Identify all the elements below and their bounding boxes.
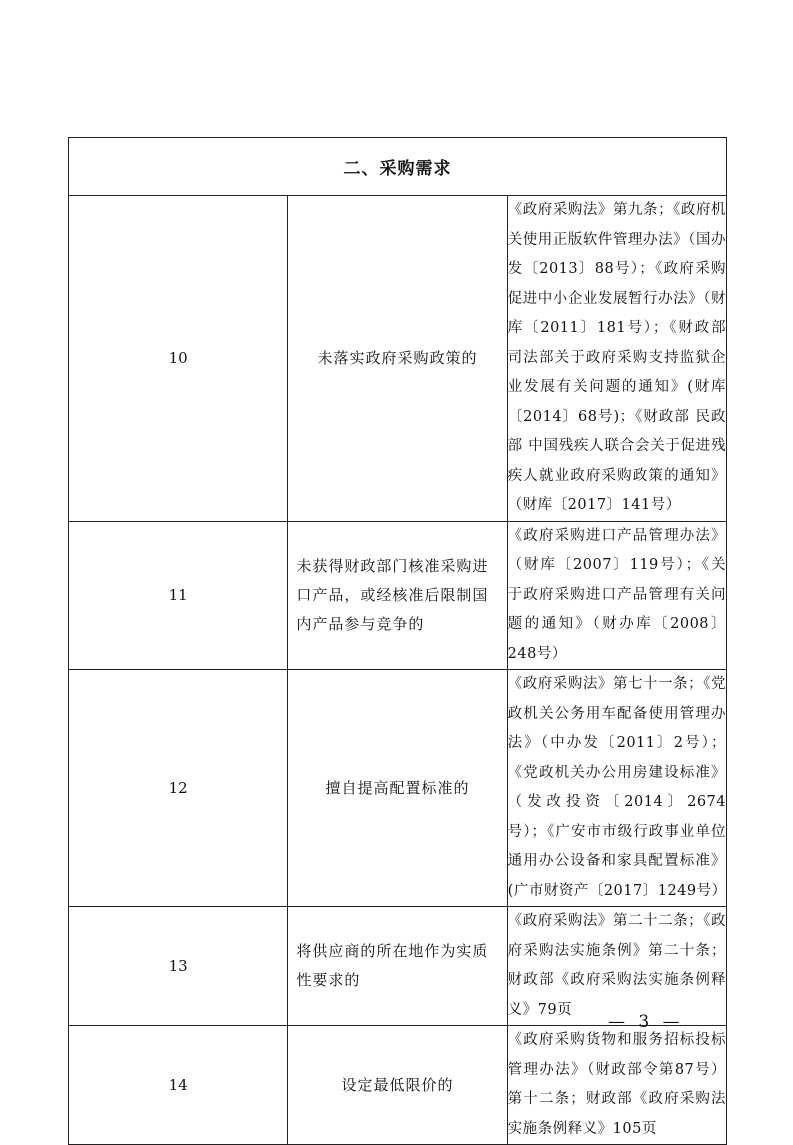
row-number: 12	[69, 670, 288, 907]
row-basis: 《政府采购法》第九条；《政府机关使用正版软件管理办法》（国办发〔2013〕88号）；《政府采购促进中小企业发展暂行办法》（财库〔2011〕181号）；《财政部 司法部关于政府采购支持监狱企业发展有关问题的通知》(财库〔2014〕68号)；《财政部 民政部 中国残疾人联合会关于促进残疾人就业政府采购政策的通知》（财库〔2017〕141号）	[507, 196, 726, 522]
row-basis: 《政府采购货物和服务招标投标管理办法》（财政部令第87号）第十二条；财政部《政府采购法实施条例释义》105页	[507, 1026, 726, 1145]
section-header-row	[69, 138, 727, 196]
row-basis: 《政府采购法》第二十二条；《政府采购法实施条例》第二十条；财政部《政府采购法实施条例释义》79页	[507, 907, 726, 1026]
row-number: 10	[69, 196, 288, 522]
regulation-table	[68, 137, 727, 1145]
row-number: 11	[69, 521, 288, 670]
table-row	[69, 521, 727, 670]
table-row	[69, 196, 727, 522]
table-row	[69, 907, 727, 1026]
row-number: 13	[69, 907, 288, 1026]
page-number: — 3 —	[608, 1012, 684, 1032]
table-row	[69, 670, 727, 907]
section-title: 二、采购需求	[69, 138, 727, 196]
row-basis: 《政府采购法》第七十一条；《党政机关公务用车配备使用管理办法》（中办发〔2011〕2号）；《党政机关办公用房建设标准》（发改投资〔2014〕2674号）；《广安市市级行政事业单位通用办公设备和家具配置标准》(广市财资产〔2017〕1249号）	[507, 670, 726, 907]
table-row	[69, 1026, 727, 1145]
row-item: 将供应商的所在地作为实质性要求的	[288, 907, 507, 1026]
row-basis: 《政府采购进口产品管理办法》（财库〔2007〕119号）；《关于政府采购进口产品管理有关问题的通知》（财办库〔2008〕248号）	[507, 521, 726, 670]
row-item: 设定最低限价的	[288, 1026, 507, 1145]
row-item: 擅自提高配置标准的	[288, 670, 507, 907]
row-number: 14	[69, 1026, 288, 1145]
row-item: 未获得财政部门核准采购进口产品，或经核准后限制国内产品参与竞争的	[288, 521, 507, 670]
row-item: 未落实政府采购政策的	[288, 196, 507, 522]
